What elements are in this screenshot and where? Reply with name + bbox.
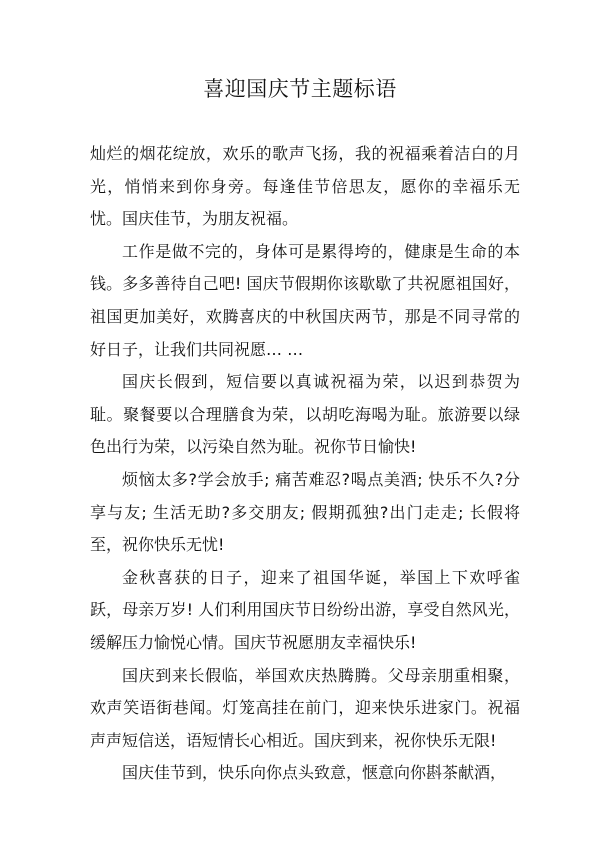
paragraph-3: 国庆长假到，短信要以真诚祝福为荣，以迟到恭贺为耻。聚餐要以合理膳食为荣，以胡吃海喝为耻。旅游要以绿色出行为荣，以污染自然为耻。祝你节日愉快! xyxy=(90,372,520,457)
document-body xyxy=(90,138,520,790)
paragraph-1: 灿烂的烟花绽放，欢乐的歌声飞扬，我的祝福乘着洁白的月光，悄悄来到你身旁。每逢佳节倍思友，愿你的幸福乐无忧。国庆佳节，为朋友祝福。 xyxy=(90,144,520,229)
document-title: 喜迎国庆节主题标语 xyxy=(203,77,397,101)
paragraph-6: 国庆到来长假临，举国欢庆热腾腾。父母亲朋重相聚，欢声笑语街巷闻。灯笼高挂在前门，迎来快乐进家门。祝福声声短信送，语短情长心相近。国庆到来，祝你快乐无限! xyxy=(90,665,520,750)
paragraph-2: 工作是做不完的，身体可是累得垮的，健康是生命的本钱。多多善待自己吧! 国庆节假期你该歇歇了共祝愿祖国好，祖国更加美好，欢腾喜庆的中秋国庆两节，那是不同寻常的好日子，让我们共同祝愿… … xyxy=(90,241,520,359)
paragraph-4: 烦恼太多?学会放手; 痛苦难忍?喝点美酒; 快乐不久?分享与友; 生活无助?多交朋友; 假期孤独?出门走走; 长假将至，祝你快乐无忧! xyxy=(90,469,520,555)
paragraph-5: 金秋喜获的日子，迎来了祖国华诞，举国上下欢呼雀跃，母亲万岁! 人们利用国庆节日纷纷出游，享受自然风光，缓解压力愉悦心情。国庆节祝愿朋友幸福快乐! xyxy=(90,567,520,652)
paragraph-7: 国庆佳节到，快乐向你点头致意，惬意向你斟茶献酒， xyxy=(122,763,507,783)
